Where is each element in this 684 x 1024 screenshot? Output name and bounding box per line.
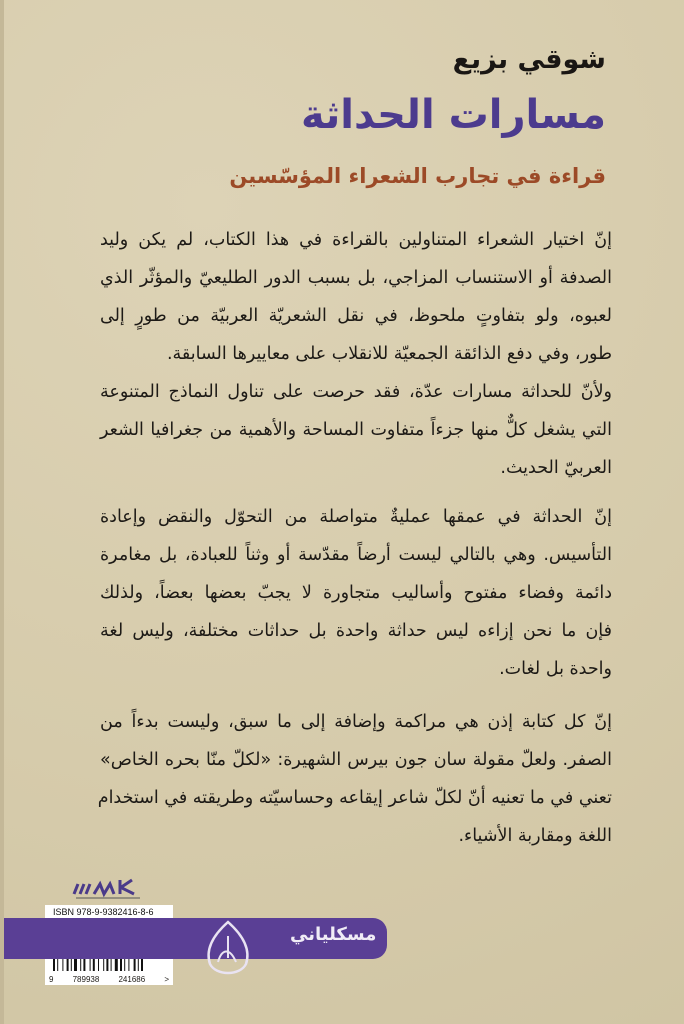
blurb-line: طور، وفي دفع الذائقة الجمعيّة للانقلاب على معاييرها السابقة. bbox=[166, 344, 612, 364]
blurb-line: التأسيس. وهي بالتالي ليست أرضاً مقدّسة أو وثناً للعبادة، بل مغامرة bbox=[100, 545, 612, 565]
blurb-line: لعبوه، ولو بتفاوتٍ ملحوظ، في نقل الشعريّة العربيّة من طورٍ إلى bbox=[100, 306, 612, 326]
designer-logo bbox=[70, 876, 150, 902]
blurb-line: الصدفة أو الاستنساب المزاجي، بل بسبب الدور الطليعيّ والمؤثّر الذي bbox=[100, 268, 612, 288]
blurb-line: الصفر. ولعلّ مقولة سان جون بيرس الشهيرة: «لكلّ منّا بحره الخاص» bbox=[100, 750, 612, 770]
blurb-line: إنّ اختيار الشعراء المتناولين بالقراءة في هذا الكتاب، لم يكن وليد bbox=[100, 230, 612, 250]
barcode-digit: 789938 bbox=[72, 975, 100, 984]
author-name: شوقي بزيع bbox=[452, 44, 606, 75]
barcode-digit: 9 bbox=[49, 975, 54, 984]
blurb-paragraph-3 bbox=[97, 703, 612, 855]
barcode-digits bbox=[49, 975, 169, 984]
publisher-logo-rafidain bbox=[200, 918, 256, 978]
blurb-line: إنّ الحداثة في عمقها عمليةٌ متواصلة من التحوّل والنقض وإعادة bbox=[100, 507, 612, 527]
blurb-paragraph-1 bbox=[100, 221, 612, 487]
book-title: مسارات الحداثة bbox=[301, 92, 606, 138]
barcode-digit: 241686 bbox=[118, 975, 146, 984]
blurb-line: فإن ما نحن إزاءه ليس حداثة واحدة بل حداثات مختلفة، وليس لغة bbox=[100, 621, 612, 641]
publisher-logo-meskeliani: مسكلياني bbox=[290, 924, 377, 945]
blurb-line: واحدة بل لغات. bbox=[499, 659, 612, 679]
cover-edge bbox=[0, 0, 4, 1024]
blurb-line: العربيّ الحديث. bbox=[500, 458, 612, 478]
blurb-line: تعني في ما تعنيه أنّ لكلّ شاعر إيقاعه وحساسيّته وطريقته في استخدام bbox=[97, 788, 612, 808]
blurb-line: دائمة وفضاء مفتوح وأساليب متجاورة لا يجبّ بعضها بعضاً، ولذلك bbox=[100, 583, 612, 603]
barcode-digit: > bbox=[164, 975, 169, 984]
isbn-text: ISBN 978-9-9382416-8-6 bbox=[53, 907, 154, 917]
book-subtitle: قراءة في تجارب الشعراء المؤسّسين bbox=[229, 164, 606, 188]
blurb-line: إنّ كل كتابة إذن هي مراكمة وإضافة إلى ما سبق، وليست بدءاً من bbox=[100, 712, 612, 732]
blurb-paragraph-2 bbox=[100, 498, 612, 688]
blurb-line: ولأنّ للحداثة مسارات عدّة، فقد حرصت على تناول النماذج المتنوعة bbox=[100, 382, 612, 402]
blurb-line: اللغة ومقاربة الأشياء. bbox=[458, 826, 612, 846]
blurb-line: التي يشغل كلٌّ منها جزءاً متفاوت المساحة والأهمية من جغرافيا الشعر bbox=[100, 420, 612, 440]
